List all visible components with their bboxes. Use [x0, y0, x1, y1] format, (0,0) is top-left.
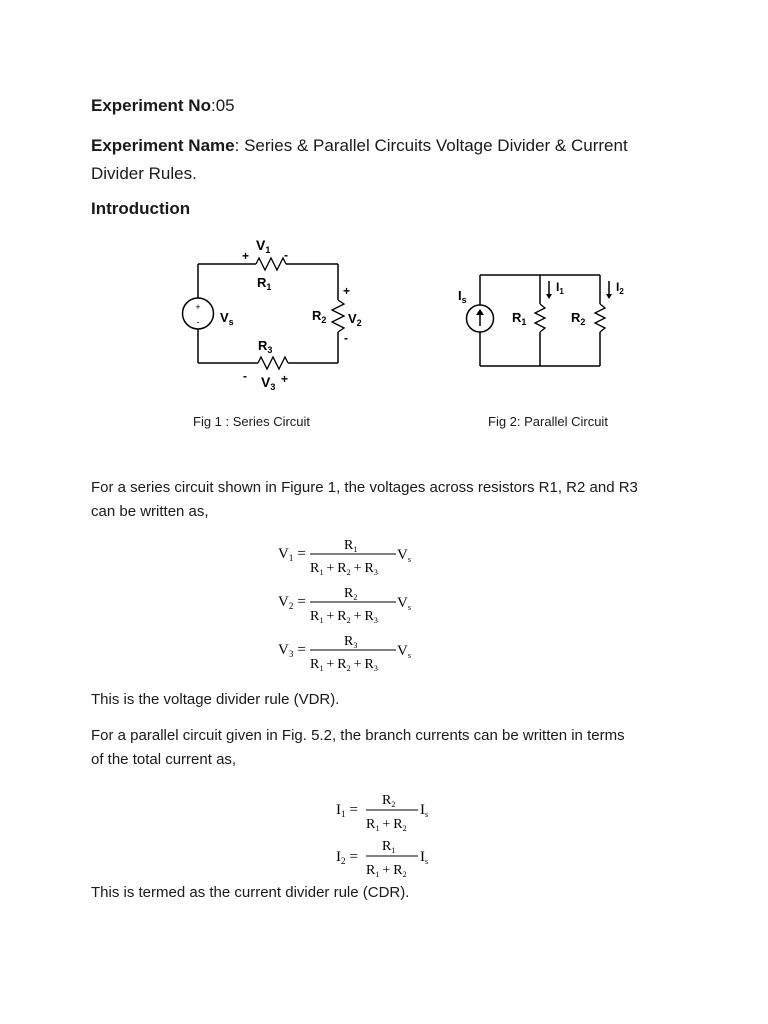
svg-text:R3: $R_3$ — [344, 634, 358, 650]
fig2-caption: Fig 2: Parallel Circuit — [488, 414, 608, 429]
label-vs: $V_s$ — [220, 310, 234, 327]
series-circuit-diagram — [170, 228, 370, 398]
paragraph-parallel-intro — [91, 724, 625, 772]
svg-text:Vs: $V_s$ — [397, 643, 411, 660]
experiment-name-value-line1: : Series & Parallel Circuits Voltage Divider & Current — [234, 136, 628, 155]
svg-text:R1+R2+R3: $R_1 + R_2 + R_3$ — [310, 609, 378, 625]
svg-text:I2=: $I_2$ = — [336, 849, 358, 866]
svg-text:R1+R2+R3: $R_1 + R_2 + R_3$ — [310, 561, 378, 577]
source-minus-sign: - — [196, 317, 200, 327]
fig1-caption: Fig 1 : Series Circuit — [193, 414, 311, 429]
svg-text:R2: $R_2$ — [344, 586, 358, 602]
label-r3: $R_3$ — [258, 338, 273, 355]
vdr-equation-2 — [278, 586, 411, 625]
label-v3: $V_3$ — [261, 374, 276, 392]
svg-text:Is: $I_s$ — [420, 802, 429, 819]
introduction-heading: Introduction — [91, 199, 191, 218]
v1-minus: - — [284, 248, 288, 262]
experiment-name-value-line2: Divider Rules. — [91, 164, 197, 183]
paragraph-series-line2: can be written as, — [91, 503, 209, 520]
paragraph-parallel-line1: For a parallel circuit given in Fig. 5.2, the branch currents can be written in terms — [91, 727, 625, 744]
svg-text:R1+R2+R3: $R_1 + R_2 + R_3$ — [310, 657, 378, 673]
svg-text:R1+R2: $R_1 + R_2$ — [366, 863, 407, 879]
vdr-equation-3 — [278, 634, 411, 673]
svg-text:Vs: $V_s$ — [397, 547, 411, 564]
paragraph-parallel-line2: of the total current as, — [91, 751, 237, 768]
paragraph-series-intro — [91, 476, 638, 524]
experiment-number — [91, 96, 235, 116]
label-r2: $R_2$ — [312, 308, 327, 325]
label-v2: $V_2$ — [348, 311, 362, 328]
cdr-equation-2 — [336, 839, 428, 879]
svg-text:R1: $R_1$ — [344, 538, 358, 554]
experiment-number-label: Experiment No — [91, 96, 211, 115]
cdr-equations — [330, 784, 450, 884]
label-r2-parallel: $R_2$ — [571, 310, 586, 327]
svg-text:V3=: $V_3$ = — [278, 642, 306, 659]
experiment-name-label: Experiment Name — [91, 136, 235, 155]
vdr-equations — [270, 530, 430, 675]
paragraph-series-line1: For a series circuit shown in Figure 1, the voltages across resistors R1, R2 and R3 — [91, 479, 638, 496]
v1-plus: + — [242, 249, 250, 263]
parallel-circuit-diagram — [450, 268, 630, 378]
label-r1-parallel: $R_1$ — [512, 310, 527, 327]
vdr-equation-1 — [278, 538, 411, 577]
label-i2: $I_2$ — [616, 280, 624, 296]
v2-minus: - — [344, 331, 348, 345]
vdr-statement: This is the voltage divider rule (VDR). — [91, 691, 340, 708]
experiment-name — [91, 132, 628, 188]
v3-plus: + — [281, 372, 289, 386]
svg-text:R1: $R_1$ — [382, 839, 396, 855]
v3-minus: - — [243, 369, 247, 383]
cdr-equation-1 — [336, 793, 428, 833]
v2-plus: + — [343, 284, 351, 298]
svg-text:R1+R2: $R_1 + R_2$ — [366, 817, 407, 833]
source-plus-sign: + — [195, 302, 201, 312]
experiment-number-value: :05 — [210, 96, 235, 115]
svg-text:V2=: $V_2$ = — [278, 594, 306, 611]
svg-text:V1=: $V_1$ = — [278, 546, 306, 563]
label-r1: $R_1$ — [257, 275, 272, 292]
label-is: $I_s$ — [458, 288, 467, 305]
label-i1: $I_1$ — [556, 280, 564, 296]
svg-text:Vs: $V_s$ — [397, 595, 411, 612]
svg-text:I1=: $I_1$ = — [336, 802, 358, 819]
svg-text:Is: $I_s$ — [420, 849, 429, 866]
svg-text:R2: $R_2$ — [382, 793, 396, 809]
label-v1: $V_1$ — [256, 237, 271, 255]
cdr-statement: This is termed as the current divider rule (CDR). — [91, 884, 410, 901]
